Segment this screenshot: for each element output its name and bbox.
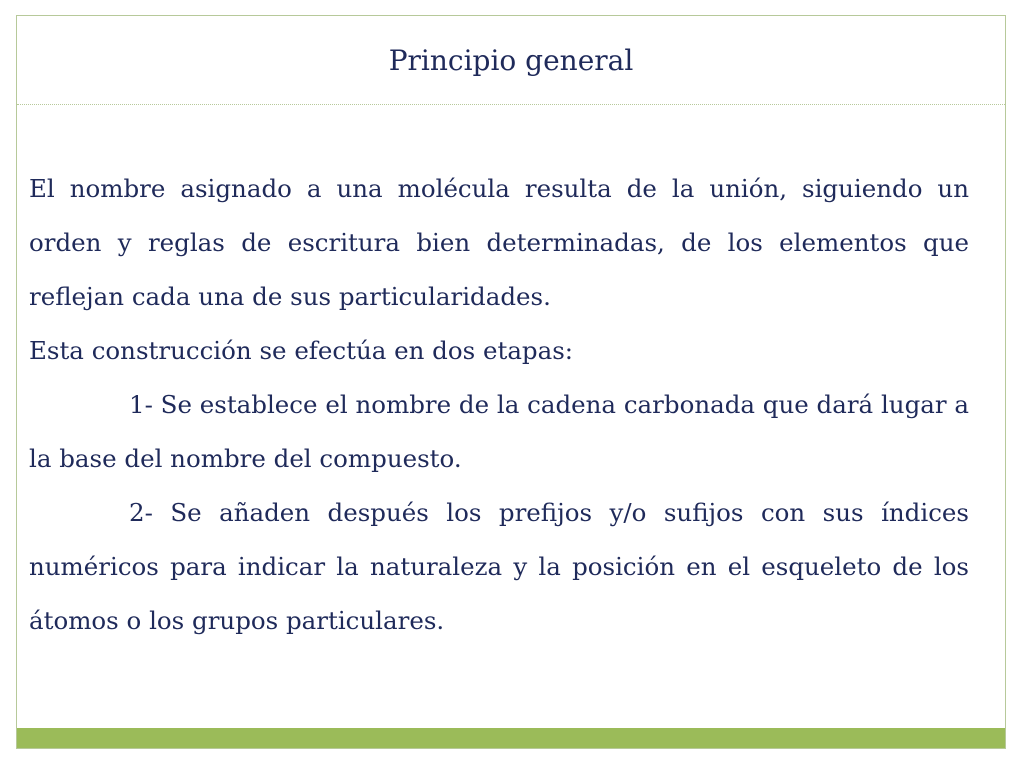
slide-body bbox=[29, 162, 969, 648]
stage-two-paragraph: 2- Se añaden después los prefijos y/o sufijos con sus índices numéricos para indicar la naturaleza y la posición en el esqueleto de los átomos o los grupos particulares. bbox=[29, 498, 969, 635]
slide-frame bbox=[16, 15, 1006, 749]
stage-one-paragraph: 1- Se establece el nombre de la cadena carbonada que dará lugar a la base del nombre del compuesto. bbox=[29, 390, 969, 473]
title-area bbox=[17, 16, 1005, 105]
intro-paragraph: El nombre asignado a una molécula resulta de la unión, siguiendo un orden y reglas de escritura bien determinadas, de los elementos que reflejan cada una de sus particularidades. bbox=[29, 174, 969, 311]
footer-accent-bar bbox=[17, 728, 1005, 748]
stages-intro: Esta construcción se efectúa en dos etapas: bbox=[29, 336, 574, 365]
slide-title: Principio general bbox=[388, 43, 634, 77]
